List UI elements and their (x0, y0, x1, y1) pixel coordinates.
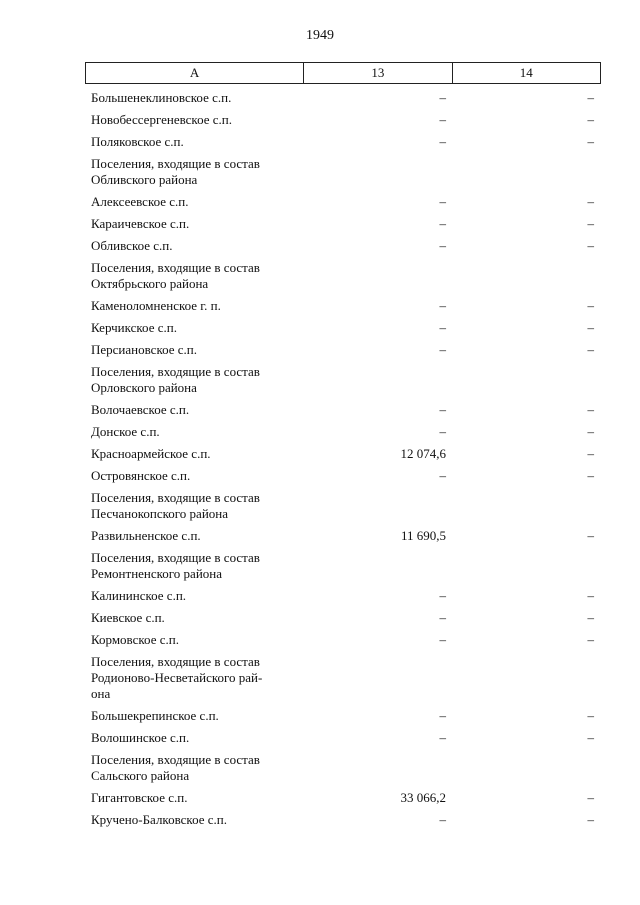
header-column-14: 14 (452, 63, 600, 84)
settlement-name: Волочаевское с.п. (91, 402, 190, 417)
settlement-name: Новобессергеневское с.п. (91, 112, 232, 127)
table-row (0, 810, 640, 832)
table-row (0, 214, 640, 236)
value-column-14: – (587, 320, 594, 335)
settlement-name: Поселения, входящие в состав Сальского района (91, 752, 260, 783)
table-row (0, 258, 640, 296)
value-column-14: – (587, 342, 594, 357)
table-row (0, 706, 640, 728)
value-column-13: – (439, 402, 446, 417)
settlement-name: Персиановское с.п. (91, 342, 198, 357)
settlement-name: Калининское с.п. (91, 588, 187, 603)
table-row (0, 788, 640, 810)
settlement-name: Поселения, входящие в состав Родионово-Несветайского рай- она (91, 654, 263, 701)
page-number: 1949 (306, 28, 334, 43)
value-column-13: – (439, 730, 446, 745)
table-row (0, 750, 640, 788)
settlement-name: Донское с.п. (91, 424, 160, 439)
value-column-14: – (587, 194, 594, 209)
value-column-14: – (587, 298, 594, 313)
settlement-name: Поляковское с.п. (91, 134, 184, 149)
settlement-name: Волошинское с.п. (91, 730, 190, 745)
table-row (0, 466, 640, 488)
value-column-13: – (439, 632, 446, 647)
settlement-name: Большекрепинское с.п. (91, 708, 219, 723)
settlement-name: Кручено-Балковское с.п. (91, 812, 227, 827)
value-column-14: – (587, 446, 594, 461)
value-column-13: – (439, 610, 446, 625)
value-column-14: – (587, 90, 594, 105)
value-column-13: – (439, 812, 446, 827)
value-column-13: 12 074,6 (400, 446, 446, 461)
settlement-name: Караичевское с.п. (91, 216, 190, 231)
value-column-13: 11 690,5 (400, 528, 446, 543)
value-column-14: – (587, 588, 594, 603)
settlement-name: Поселения, входящие в состав Орловского района (91, 364, 260, 395)
table-row (0, 548, 640, 586)
value-column-13: – (439, 320, 446, 335)
table-row (0, 728, 640, 750)
value-column-14: – (587, 468, 594, 483)
table-row (0, 488, 640, 526)
value-column-13: – (439, 588, 446, 603)
table-row (0, 88, 640, 110)
value-column-13: – (439, 708, 446, 723)
value-column-13: – (439, 468, 446, 483)
header-column-a: А (86, 63, 304, 84)
value-column-14: – (587, 238, 594, 253)
table-row (0, 586, 640, 608)
table-row (0, 318, 640, 340)
table-row (0, 608, 640, 630)
settlement-name: Кормовское с.п. (91, 632, 179, 647)
settlement-name: Развильненское с.п. (91, 528, 201, 543)
settlement-name: Киевское с.п. (91, 610, 165, 625)
value-column-14: – (587, 528, 594, 543)
settlement-name: Алексеевское с.п. (91, 194, 189, 209)
value-column-14: – (587, 424, 594, 439)
value-column-13: – (439, 298, 446, 313)
table-row (0, 340, 640, 362)
table-row (0, 192, 640, 214)
value-column-14: – (587, 730, 594, 745)
settlement-name: Каменоломненское г. п. (91, 298, 221, 313)
table-header (85, 62, 601, 84)
value-column-14: – (587, 112, 594, 127)
value-column-13: 33 066,2 (400, 790, 446, 805)
value-column-13: – (439, 238, 446, 253)
table-row (0, 652, 640, 706)
table-row (0, 526, 640, 548)
table-row (0, 110, 640, 132)
value-column-14: – (587, 812, 594, 827)
table-body (0, 88, 640, 832)
table-row (0, 132, 640, 154)
value-column-14: – (587, 632, 594, 647)
settlement-name: Островянское с.п. (91, 468, 191, 483)
value-column-13: – (439, 90, 446, 105)
value-column-14: – (587, 134, 594, 149)
table-row (0, 154, 640, 192)
table-row (0, 422, 640, 444)
value-column-13: – (439, 342, 446, 357)
settlement-name: Гигантовское с.п. (91, 790, 188, 805)
value-column-14: – (587, 790, 594, 805)
table-row (0, 400, 640, 422)
table-row (0, 296, 640, 318)
settlement-name: Поселения, входящие в состав Песчанокопского района (91, 490, 260, 521)
value-column-14: – (587, 708, 594, 723)
value-column-13: – (439, 112, 446, 127)
value-column-13: – (439, 424, 446, 439)
table-row (0, 362, 640, 400)
settlement-name: Поселения, входящие в состав Обливского района (91, 156, 260, 187)
settlement-name: Обливское с.п. (91, 238, 173, 253)
settlement-name: Поселения, входящие в состав Ремонтненского района (91, 550, 260, 581)
value-column-13: – (439, 194, 446, 209)
settlement-name: Большенеклиновское с.п. (91, 90, 232, 105)
table-row (0, 630, 640, 652)
value-column-14: – (587, 216, 594, 231)
settlement-name: Поселения, входящие в состав Октябрьского района (91, 260, 260, 291)
value-column-14: – (587, 610, 594, 625)
value-column-13: – (439, 134, 446, 149)
table-row (0, 444, 640, 466)
header-column-13: 13 (304, 63, 452, 84)
value-column-13: – (439, 216, 446, 231)
settlement-name: Керчикское с.п. (91, 320, 177, 335)
table-row (0, 236, 640, 258)
value-column-14: – (587, 402, 594, 417)
settlement-name: Красноармейское с.п. (91, 446, 211, 461)
